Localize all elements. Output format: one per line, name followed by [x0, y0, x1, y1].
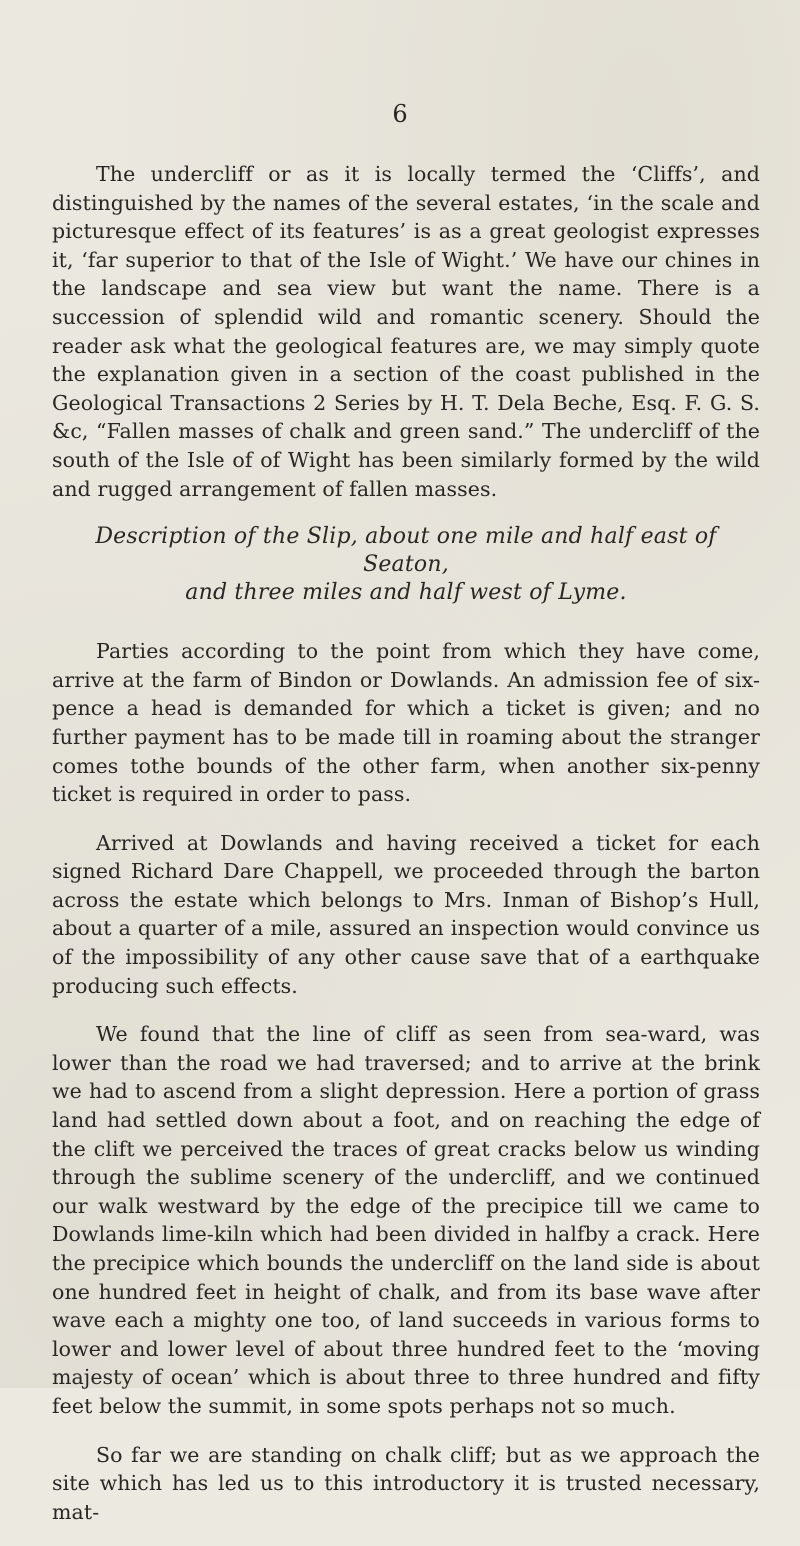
paragraph-undercliff: The undercliff or as it is locally termed the ‘Cliffs’, and distinguished by the names of the several estates, ‘in the scale and picturesque effect of its features’ is as a great geologist expresses it, ‘far superior to that of the Isle of Wight.’ We have our chines in the landscape and sea view but want the name. There is a succession of splendid wild and romantic scenery. Should the reader ask what the geological features are, we may simply quote the explanation given in a section of the coast published in the Geological Transactions 2 Series by H. T. Dela Beche, Esq. F. G. S. &c, “Fallen masses of chalk and green sand.” The undercliff of the south of the Isle of of Wight has been similarly formed by the wild and rugged arrangement of fallen masses.: [52, 162, 760, 501]
page-number: 6: [392, 100, 408, 128]
section-heading: [52, 523, 760, 607]
page-body: [52, 160, 760, 1546]
paragraph-arrived: Arrived at Dowlands and having received a ticket for each signed Richard Dare Chappell, we proceeded through the barton across the estate which belongs to Mrs. Inman of Bishop’s Hull, about a quarter of a mile, assured an inspection would convince us of the impossibility of any other cause save that of a earthquake producing such effects.: [52, 830, 760, 998]
paragraph-parties: Parties according to the point from which they have come, arrive at the farm of Bindon or Dowlands. An admission fee of six-pence a head is demanded for which a ticket is given; and no further payment has to be made till in roaming about the stranger comes tothe bounds of the other farm, when another six-penny ticket is required in order to pass.: [52, 639, 760, 807]
section-heading-line-1: Description of the Slip, about one mile and half east of Seaton,: [95, 524, 717, 578]
paragraph-chalk-cliff: So far we are standing on chalk cliff; but as we approach the site which has led us to this introductory it is trusted necessary, mat-: [52, 1442, 760, 1524]
section-heading-line-2: and three miles and half west of Lyme.: [185, 580, 627, 606]
paragraph-cliff-line: We found that the line of cliff as seen from sea-ward, was lower than the road we had traversed; and to arrive at the brink we had to ascend from a slight depression. Here a portion of grass land had settled down about a foot, and on reaching the edge of the clift we perceived the traces of great cracks below us winding through the sublime scenery of the undercliff, and we continued our walk westward by the edge of the precipice till we came to Dowlands lime-kiln which had been divided in halfby a crack. Here the precipice which bounds the undercliff on the land side is about one hundred feet in height of chalk, and from its base wave after wave each a mighty one too, of land succeeds in various forms to lower and lower level of about three hundred feet to the ‘moving majesty of ocean’ which is about three to three hundred and fifty feet below the summit, in some spots perhaps not so much.: [52, 1022, 760, 1418]
